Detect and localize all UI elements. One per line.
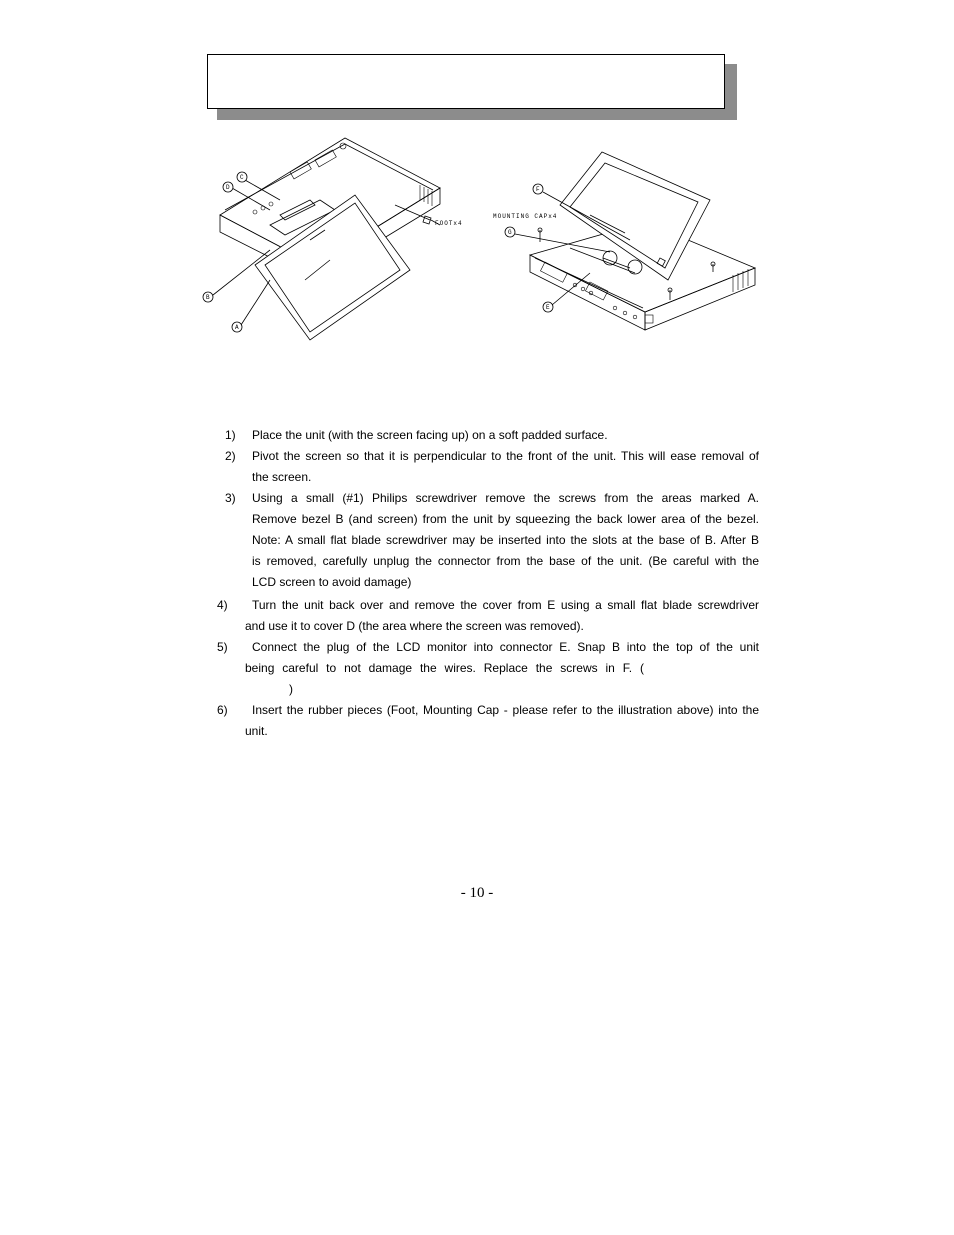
foot-label: FOOTx4 <box>435 220 463 227</box>
exploded-view-drawing-right <box>485 130 760 345</box>
callout-e: E <box>546 304 551 311</box>
step-number: 3) <box>225 491 236 505</box>
callout-b: B <box>206 294 211 301</box>
step-text: and use it to cover D (the area where the screen was removed). <box>245 619 584 633</box>
step-text: LCD screen to avoid damage) <box>252 575 412 589</box>
step-text: being careful to not damage the wires. Replace the screws in F. ( <box>245 661 644 675</box>
step-text: ) <box>289 682 293 696</box>
callout-c: C <box>240 174 245 181</box>
step-text: Remove bezel B (and screen) from the unit by squeezing the back lower area of the bezel. <box>252 512 759 526</box>
illustration-screen-removal <box>195 130 463 345</box>
callout-g: G <box>508 229 513 236</box>
mounting-cap-label: MOUNTING CAPx4 <box>493 213 558 220</box>
step-text: is removed, carefully unplug the connector from the base of the unit. (Be careful with the <box>252 554 759 568</box>
step-text: Note: A small flat blade screwdriver may be inserted into the slots at the base of B. After B <box>252 533 759 547</box>
illustration-screen-installed <box>485 130 760 345</box>
exploded-view-drawing-left <box>195 130 463 345</box>
step-text: Turn the unit back over and remove the cover from E using a small flat blade screwdriver <box>252 598 759 612</box>
step-text: Place the unit (with the screen facing up) on a soft padded surface. <box>252 428 608 442</box>
step-number: 6) <box>217 703 228 717</box>
callout-f: F <box>536 186 541 193</box>
step-text: Connect the plug of the LCD monitor into connector E. Snap B into the top of the unit <box>252 640 759 654</box>
step-text: unit. <box>245 724 268 738</box>
step-text: the screen. <box>252 470 312 484</box>
step-number: 5) <box>217 640 228 654</box>
step-text: Pivot the screen so that it is perpendicular to the front of the unit. This will ease removal of <box>252 449 759 463</box>
page-number: - 10 - <box>460 885 494 901</box>
step-number: 1) <box>225 428 236 442</box>
step-text: Using a small (#1) Philips screwdriver remove the screws from the areas marked A. <box>252 491 759 505</box>
step-text: Insert the rubber pieces (Foot, Mounting Cap - please refer to the illustration above) into the <box>252 703 759 717</box>
callout-a: A <box>235 324 240 331</box>
title-box <box>207 54 725 109</box>
step-number: 4) <box>217 598 228 612</box>
step-number: 2) <box>225 449 236 463</box>
callout-d: D <box>226 184 231 191</box>
